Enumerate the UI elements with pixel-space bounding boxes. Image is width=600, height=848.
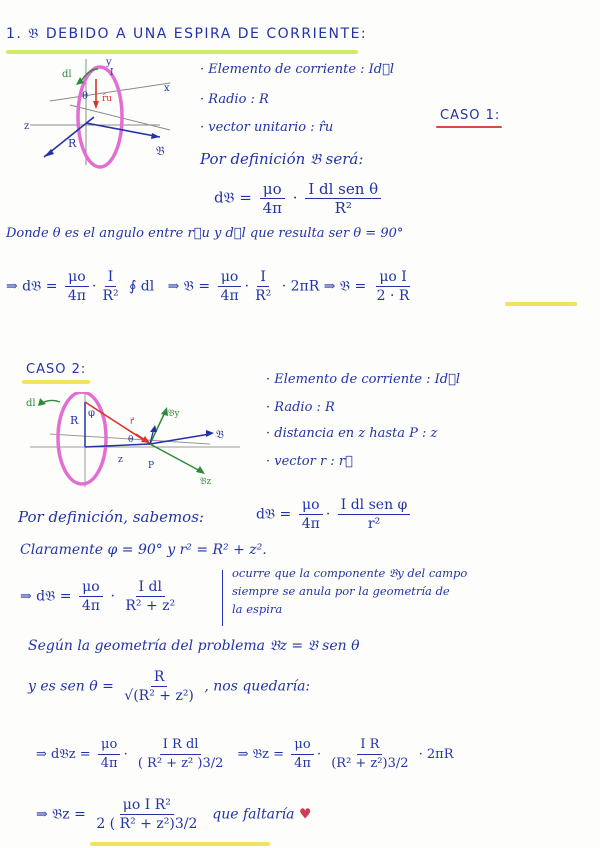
heart-icon: ♥ bbox=[298, 806, 312, 823]
case2-B-label: 𝔅 bbox=[216, 428, 224, 441]
case1-diagram bbox=[10, 55, 195, 185]
case2-eq3-g1-den: 4π bbox=[294, 756, 311, 771]
case2-note-line-2: siempre se anula por la geometría de bbox=[232, 584, 450, 598]
case1-y-label: y bbox=[106, 57, 112, 68]
case1-eq2-a: ⇒ d𝔅 = bbox=[6, 278, 58, 295]
case1-eq2-e1-den: 4π bbox=[220, 288, 239, 304]
case2-phi-label: φ bbox=[88, 408, 96, 419]
case1-dl-label: dl bbox=[62, 69, 72, 80]
case1-eq1-dot: · bbox=[292, 188, 298, 207]
case1-angle-text: Donde θ es el angulo entre r⃗u y d⃗l que resulta ser θ = 90° bbox=[6, 226, 404, 241]
case2-eq3-a: ⇒ d𝔅z = bbox=[36, 747, 91, 762]
case1-I-label: I bbox=[110, 68, 114, 78]
case2-eq2-f2-num: I dl bbox=[136, 578, 165, 597]
case2-clear-text: Claramente φ = 90° y r² = R² + z². bbox=[20, 542, 267, 558]
case1-z-label: z bbox=[24, 121, 30, 132]
case2-bullet-2: · Radio : R bbox=[266, 400, 335, 415]
case2-eq3-g1-num: μo bbox=[291, 736, 313, 755]
case2-diagram bbox=[10, 392, 250, 497]
case2-eq3-g2-num: I R bbox=[357, 736, 382, 755]
case1-eq2-d: ⇒ 𝔅 = bbox=[167, 278, 211, 295]
case2-label: CASO 2: bbox=[26, 362, 87, 377]
case2-sin-rhs: , nos quedaría: bbox=[204, 678, 311, 695]
case1-bullet-3: · vector unitario : r̂u bbox=[200, 120, 334, 135]
case2-eq3-b: ⇒ 𝔅z = bbox=[237, 747, 284, 762]
case1-eq2-f: · 2πR bbox=[281, 278, 320, 295]
case2-sin-lhs: y es sen θ = bbox=[28, 678, 114, 695]
case2-eq3-f1-den: 4π bbox=[100, 756, 118, 771]
case1-B-label: 𝔅 bbox=[156, 144, 165, 158]
case1-eq1-f1-den: 4π bbox=[262, 199, 282, 217]
case2-note-separator bbox=[222, 570, 223, 626]
case2-dl-label: dl bbox=[26, 398, 36, 409]
case2-bullet-4: · vector r : r⃗ bbox=[266, 454, 353, 469]
case2-equation-4 bbox=[36, 796, 312, 833]
case1-eq1-f2-den: R² bbox=[334, 199, 352, 217]
case2-eq1-f1-num: μo bbox=[299, 496, 323, 515]
case2-eq4-den: 2 ( R² + z²)3/2 bbox=[96, 816, 198, 832]
case2-equation-1: d𝔅 = $\frac{\mu o}{4\pi}$ · $\frac{\text{I dl sen φ}}{\text{r²}}$ bbox=[256, 496, 413, 533]
case1-definition: Por definición 𝔅 será: bbox=[200, 150, 364, 168]
case2-equation-3: ⇒ d𝔅z = $\frac{\mu o}{4\pi}$ · $\frac{\text{I R dl}}{\text{( R² + z² )3/2}}$ ⇒ 𝔅z = $\frac{\mu o}{4\pi}$ · $\frac{\text{I R}}{\text{(R² + z²)3/2}}$ · 2πR bbox=[36, 737, 454, 771]
case1-x-label: x bbox=[164, 83, 170, 94]
case2-eq3-f1-num: μo bbox=[98, 736, 120, 755]
case1-eq2-e2-num: I bbox=[257, 268, 269, 287]
case2-note-line-3: la espira bbox=[232, 602, 283, 616]
case1-theta-label: θ bbox=[82, 91, 89, 102]
case1-bullet-1: · Elemento de corriente : Id⃗l bbox=[200, 62, 395, 77]
case1-eq2-b1-den: 4π bbox=[67, 288, 86, 304]
case1-eq1-f1-num: μo bbox=[260, 180, 285, 199]
case1-eq2-b2-den: R² bbox=[102, 288, 119, 304]
case1-eq2-e1-num: μo bbox=[218, 268, 242, 287]
case1-eq2-g: ⇒ 𝔅 = bbox=[323, 278, 367, 295]
case2-By-label: 𝔅y bbox=[168, 409, 180, 419]
page-heading: 1. 𝔅 DEBIDO A UNA ESPIRA DE CORRIENTE: bbox=[6, 26, 368, 42]
case1-eq2-e2-den: R² bbox=[255, 288, 272, 304]
case1-eq1-f2-num: I dl sen θ bbox=[305, 180, 381, 199]
case1-eq2-h-den: 2 · R bbox=[376, 288, 410, 304]
case2-eq3-f2-den: ( R² + z² )3/2 bbox=[137, 756, 224, 771]
case2-Bz-label: 𝔅z bbox=[200, 477, 212, 487]
case2-eq2-dot: · bbox=[110, 588, 115, 605]
case2-sin-den: √(R² + z²) bbox=[124, 688, 194, 704]
case2-eq1-lhs: d𝔅 = bbox=[256, 506, 292, 523]
case2-r-label: r⃗ bbox=[130, 417, 134, 427]
case1-label: CASO 1: bbox=[440, 108, 501, 123]
case2-eq4-num: μo I R² bbox=[120, 796, 174, 815]
case1-equation-1 bbox=[214, 180, 384, 217]
case1-eq2-b1-num: μo bbox=[65, 268, 89, 287]
case1-eq2-h-num: μo I bbox=[376, 268, 410, 287]
case2-bullet-3: · distancia en z hasta P : z bbox=[266, 426, 438, 441]
case2-note-line-1: ocurre que la componente 𝔅y del campo bbox=[232, 566, 468, 580]
case2-P-label: P bbox=[148, 461, 155, 471]
heading-highlight bbox=[6, 50, 358, 54]
case1-eq2-c: ∮ dl bbox=[129, 278, 155, 295]
case2-eq1-f2-num: I dl sen φ bbox=[338, 496, 411, 515]
case2-equation-2 bbox=[20, 578, 181, 615]
case2-eq4-tail: que faltaría bbox=[212, 806, 295, 823]
case1-eq2-b2-num: I bbox=[105, 268, 117, 287]
case2-eq2-f1-den: 4π bbox=[81, 598, 100, 614]
case1-label-underline bbox=[436, 126, 502, 128]
case1-eq1-lhs: d𝔅 = bbox=[214, 188, 252, 207]
case2-bullet-1: · Elemento de corriente : Id⃗l bbox=[266, 372, 461, 387]
case2-eq3-g2-den: (R² + z²)3/2 bbox=[331, 756, 409, 771]
case2-R-label: R bbox=[70, 414, 79, 427]
case1-R-label: R bbox=[68, 137, 77, 150]
case2-sin-theta bbox=[28, 668, 310, 705]
case1-bullet-2: · Radio : R bbox=[200, 92, 269, 107]
case2-eq1-f2-den: r² bbox=[367, 516, 381, 532]
case2-result-highlight bbox=[90, 842, 270, 846]
case2-eq1-f1-den: 4π bbox=[301, 516, 320, 532]
case2-sin-num: R bbox=[151, 668, 168, 687]
case1-equation-2: ⇒ d𝔅 = $\frac{\mu o}{4\pi}$ · $\frac{I}{\text{R²}}$ ∮ dl ⇒ 𝔅 = $\frac{\mu o}{4\pi}$ · $\frac{I}{\text{R²}}$ · 2πR ⇒ 𝔅 = $\frac{\text{μo I}}{2 \cdot R}$ bbox=[6, 268, 415, 305]
case2-eq2-f1-num: μo bbox=[79, 578, 103, 597]
case2-theta-label: θ bbox=[128, 435, 134, 445]
case2-eq4-a: ⇒ 𝔅z = bbox=[36, 806, 86, 823]
case2-eq2-f2-den: R² + z² bbox=[125, 598, 176, 614]
case2-definition: Por definición, sabemos: bbox=[18, 508, 204, 526]
case1-result-highlight bbox=[505, 302, 577, 306]
case2-label-highlight bbox=[22, 380, 90, 384]
case2-eq2-lhs: ⇒ d𝔅 = bbox=[20, 588, 72, 605]
case2-eq3-f2-num: I R dl bbox=[160, 736, 202, 755]
case1-r-label: r̂u bbox=[102, 94, 113, 104]
case2-z-label: z bbox=[118, 455, 123, 465]
case2-eq3-h: · 2πR bbox=[418, 747, 454, 762]
case2-geometry-text: Según la geometría del problema 𝔅z = 𝔅 sen θ bbox=[28, 638, 360, 654]
